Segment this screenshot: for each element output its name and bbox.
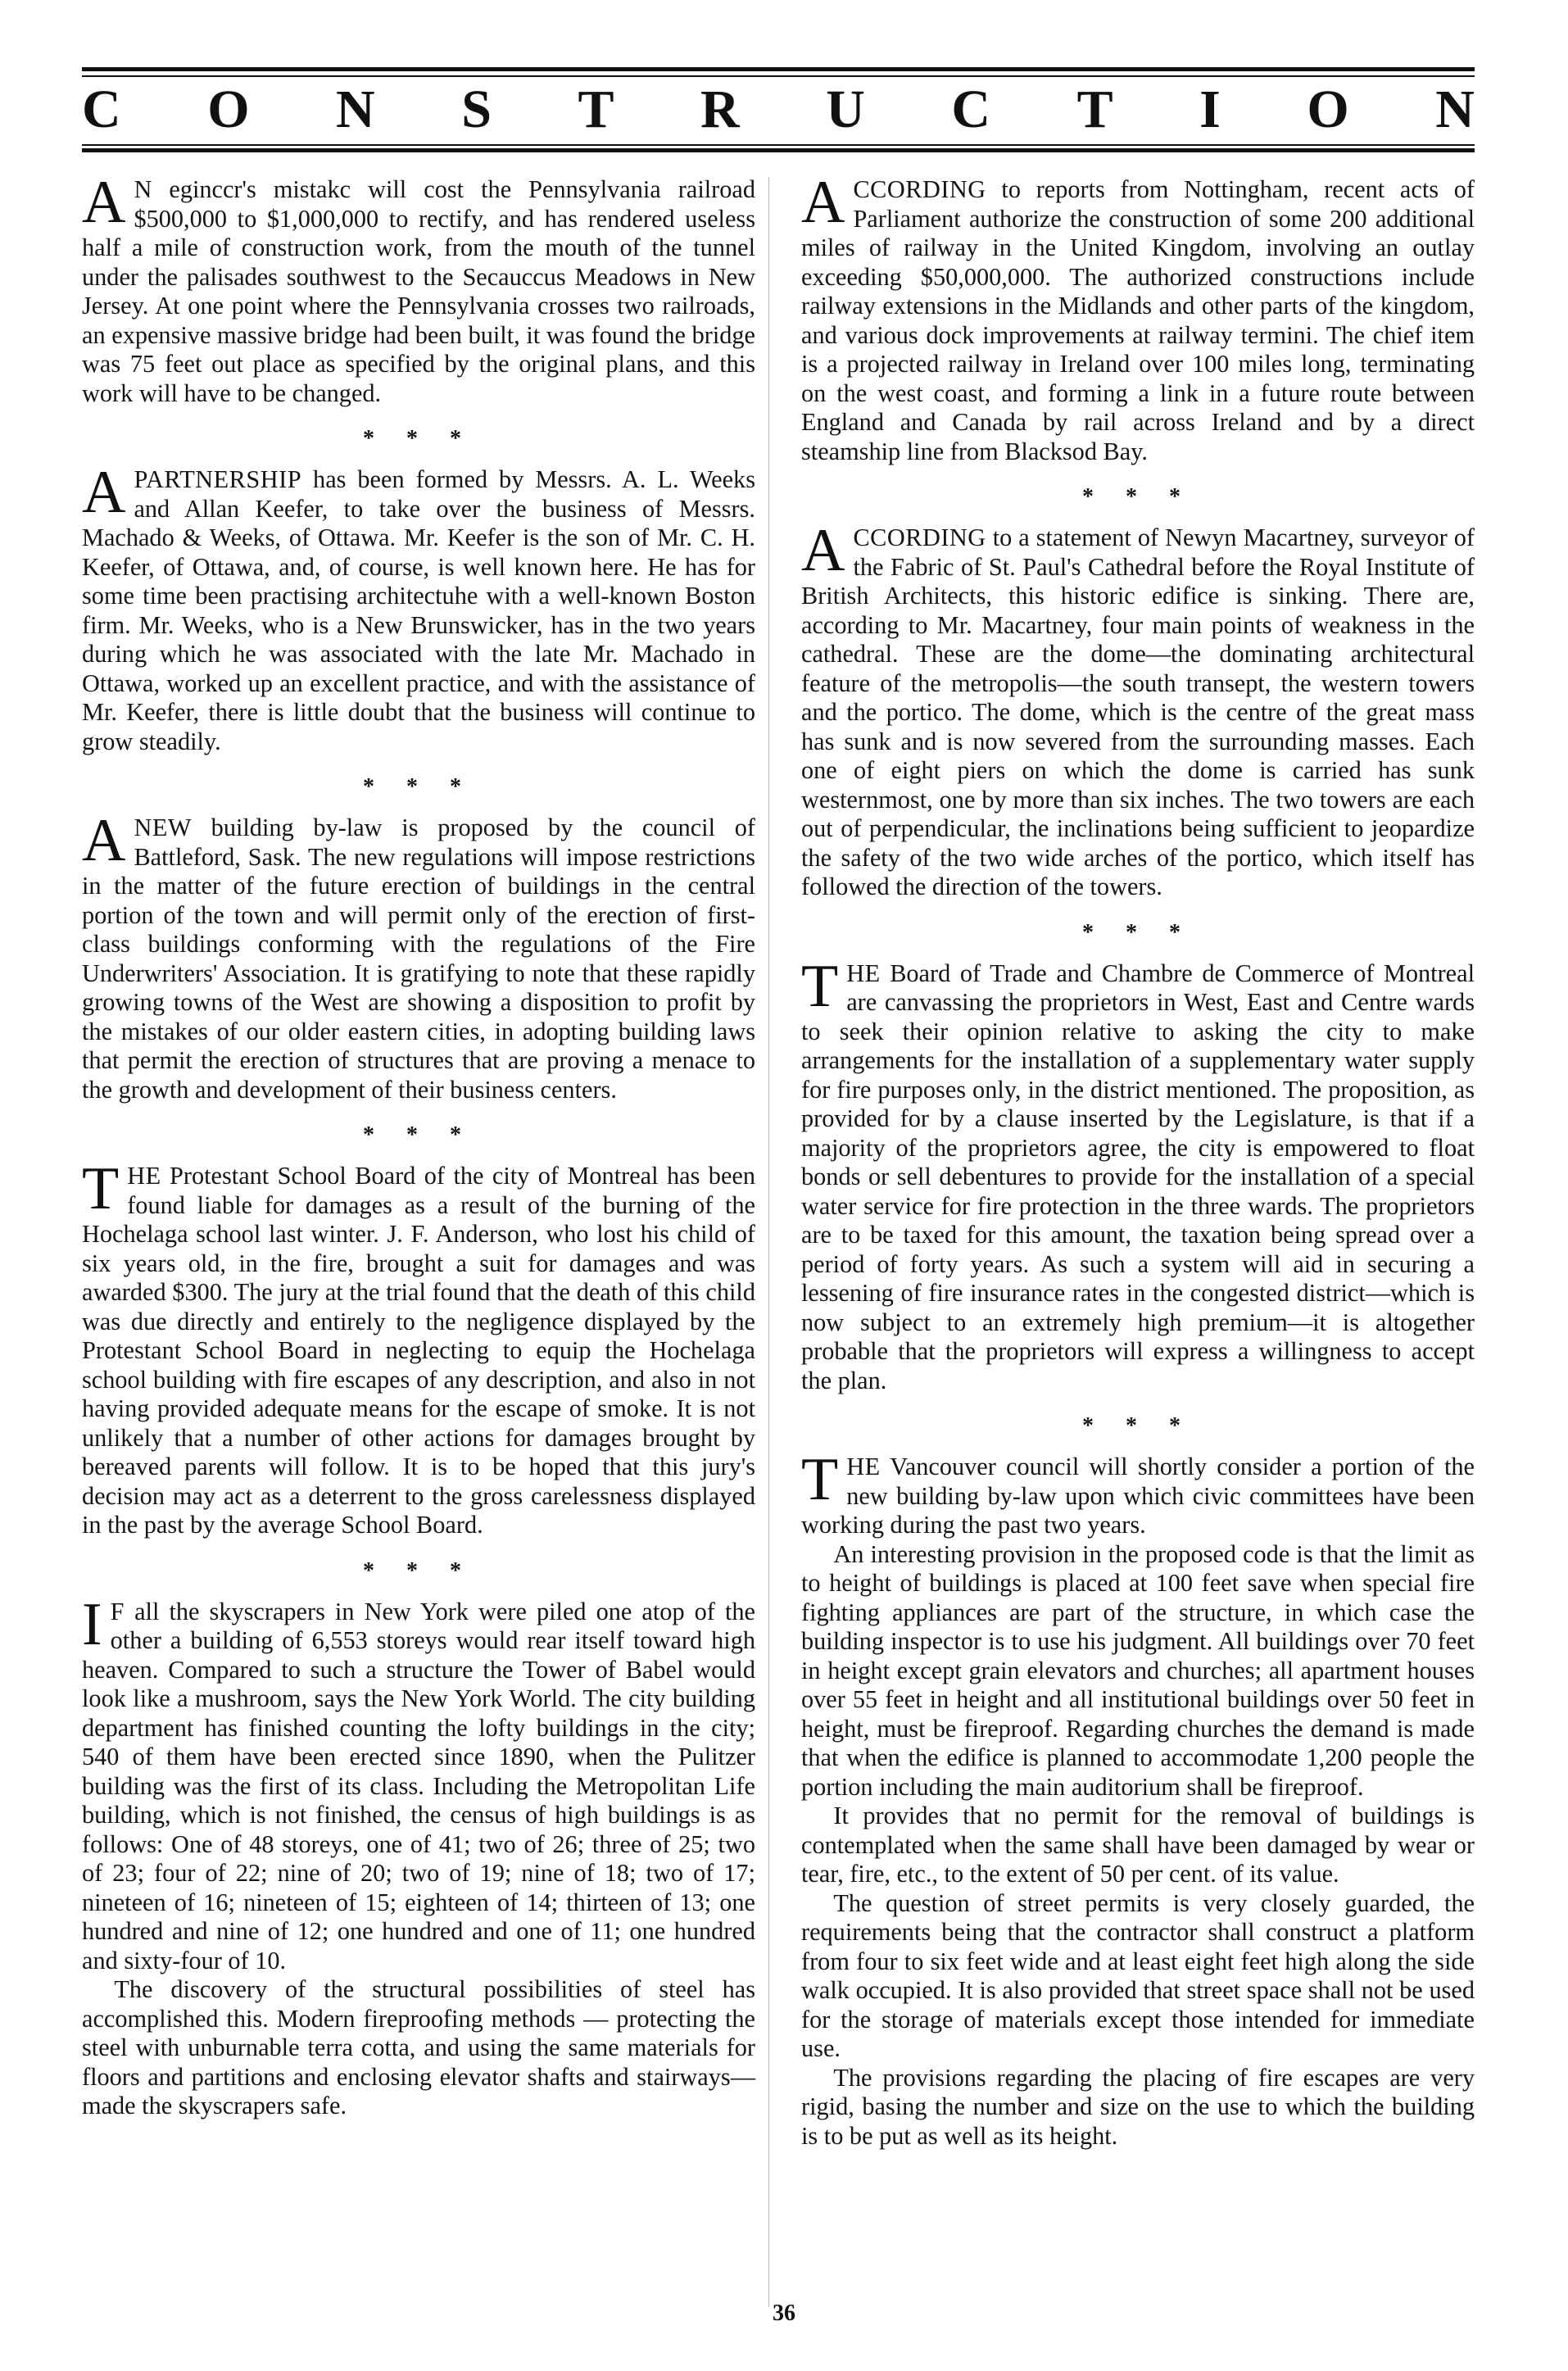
column-divider <box>768 177 769 2307</box>
drop-cap: A <box>801 517 845 584</box>
masthead-letter: C <box>951 79 991 139</box>
article <box>82 807 755 1104</box>
article <box>801 517 1475 902</box>
page-number: 36 <box>773 2301 795 2326</box>
paragraph-text: Protestant School Board of the city of Montreal has been found liable for damages as a result of the burning of the Hochelaga school last winter. J. F. Anderson, who lost his child of six years old, in the fire, brought a suit for damages and was awarded $300. The jury at the trial found that the death of this child was due directly and entirely to the negligence displayed by the Protestant School Board in neglecting to equip the Hochelaga school building with fire escapes of any description, and also in not having provided adequate means for the escape of smoke. It is not unlikely that a number of other actions for damages brought by bereaved parents will follow. It is to be hoped that this jury's decision may act as a deterrent to the gross carelessness displayed in the past by the average School Board. <box>82 1162 755 1539</box>
paragraph-text: to reports from Nottingham, recent acts of Parliament authorize the construction of some 200 additional miles of railway in the United Kingdom, involving an outlay exceeding $50,000,000. The authorized constructions include railway extensions in the Midlands and other parts of the kingdom, and various dock improvements at railway termini. The chief item is a projected railway in Ireland over 100 miles long, terminating on the west coast, and forming a link in a future route between England and Canada by rail across Ireland and by a direct steamship line from Blacksod Bay. <box>801 175 1475 465</box>
masthead-letter: U <box>826 79 865 139</box>
lead-word: CCORDING <box>853 524 986 551</box>
lead-word: NEW <box>134 814 192 841</box>
article-paragraph: It provides that no permit for the removal of buildings is contemplated when the same shall have been damaged by wear or tear, fire, etc., to the extent of 50 per cent. of its value. <box>801 1802 1475 1888</box>
masthead-letter: C <box>82 79 121 139</box>
article <box>82 1590 755 2121</box>
drop-cap: T <box>801 952 839 1020</box>
drop-cap: I <box>82 1590 102 1658</box>
lead-word: HE <box>846 959 881 987</box>
masthead-letter: R <box>700 79 740 139</box>
drop-cap: T <box>82 1155 120 1222</box>
paragraph-text: all the skyscrapers in New York were piled one atop of the other a building of 6,553 storeys would rear itself toward high heaven. Compared to such a structure the Tower of Babel would look like a mushroom, says the New York World. The city building department has finished counting the lofty buildings in the city; 540 of them have been erected since 1890, when the Pulitzer building was the first of its class. Including the Metropolitan Life building, which is not finished, the census of high buildings is as follows: One of 48 storeys, one of 41; two of 26; three of 25; two of 23; four of 22; nine of 20; two of 19; nine of 18; two of 17; nineteen of 16; nineteen of 15; eighteen of 14; thirteen of 13; one hundred and nine of 12; one hundred and one of 11; one hundred and sixty-four of 10. <box>82 1597 755 1974</box>
drop-cap: A <box>82 459 126 526</box>
article-separator: * * * <box>1082 919 1194 945</box>
article <box>82 459 755 756</box>
right-column <box>801 169 1475 2151</box>
lead-word: F <box>110 1597 125 1625</box>
masthead-rule-bottom-thin <box>82 144 1475 146</box>
masthead-letter: N <box>1435 79 1475 139</box>
article <box>82 169 755 408</box>
article-separator: * * * <box>363 1122 474 1148</box>
masthead-letter: N <box>336 79 375 139</box>
article <box>82 1155 755 1540</box>
drop-cap: T <box>801 1446 839 1513</box>
lead-word: PARTNERSHIP <box>134 465 302 493</box>
article-separator: * * * <box>363 1557 474 1584</box>
article-separator: * * * <box>1082 484 1194 510</box>
paragraph-text: has been formed by Messrs. A. L. Weeks and Allan Keefer, to take over the business of Messrs. Machado & Weeks, of Ottawa. Mr. Keefer is the son of Mr. C. H. Keefer, of Ottawa, and, of course, is well known here. He has for some time been practising architectuhe with a well-known Boston firm. Mr. Weeks, who is a New Brunswicker, has in the two years during which he was associated with the late Mr. Machado in Ottawa, worked up an excellent practice, and with the assistance of Mr. Keefer, there is little doubt that the business will continue to grow steadily. <box>82 465 755 755</box>
masthead-letter: T <box>578 79 614 139</box>
article-separator: * * * <box>1082 1413 1194 1439</box>
drop-cap: A <box>801 169 845 236</box>
drop-cap: A <box>82 807 126 874</box>
masthead-letter: T <box>1076 79 1113 139</box>
article-paragraph <box>801 1446 1475 1540</box>
masthead-letter: O <box>1307 79 1349 139</box>
article-paragraph: An interesting provision in the proposed code is that the limit as to height of buildings is placed at 100 feet save when special fire fighting appliances are part of the structure, in which case the building inspector is to use his judgment. All buildings over 70 feet in height except grain elevators and churches; all apartment houses over 55 feet in height and all institutional buildings over 50 feet in height, must be fireproof. Regarding churches the demand is made that when the edifice is planned to accommodate 1,200 people the portion including the main auditorium shall be fireproof. <box>801 1539 1475 1801</box>
article-paragraph: The provisions regarding the placing of fire escapes are very rigid, basing the number and size on the use to which the building is to be put as well as its height. <box>801 2063 1475 2150</box>
article-separator: * * * <box>363 426 474 451</box>
article-paragraph <box>801 169 1475 466</box>
lead-word: HE <box>127 1162 161 1190</box>
masthead-rule-top-thin <box>82 75 1475 77</box>
article <box>801 1446 1475 2151</box>
paragraph-text: to a statement of Newyn Macartney, surveyor of the Fabric of St. Paul's Cathedral before the Royal Institute of British Architects, this historic edifice is sinking. There are, according to Mr. Macartney, four main points of weakness in the cathedral. These are the dome—the dominating architectural feature of the metropolis—the south transept, the western towers and the portico. The dome, which is the centre of the great mass has sunk and is now severed from the surrounding masses. Each one of eight piers on which the dome is carried has sunk westernmost, one by more than six inches. The two towers are each out of perpendicular, the inclinations being sufficient to jeopardize the safety of the two wide arches of the portico, which itself has followed the direction of the towers. <box>801 524 1475 900</box>
masthead-letter: I <box>1199 79 1221 139</box>
article-paragraph <box>82 1590 755 1976</box>
masthead-rule-bottom <box>82 148 1475 152</box>
masthead-letter: S <box>461 79 492 139</box>
article-paragraph <box>82 1155 755 1540</box>
paragraph-text: Board of Trade and Chambre de Commerce of Montreal are canvassing the proprietors in West, East and Centre wards to seek their opinion relative to asking the city to make arrangements for the installation of a supplementary water supply for fire purposes only, in the district mentioned. The proposition, as provided for by a clause inserted by the Legislature, is that if a majority of the proprietors agree, the city is empowered to float bonds or sell debentures to provide for the installation of a special water service for fire protection in the three wards. The proprietors are to be taxed for this amount, the taxation being spread over a period of forty years. As such a system will aid in securing a lessening of fire insurance rates in the congested district—which is now subject to an extremely high premium—it is altogether probable that the proprietors will express a willingness to accept the plan. <box>801 959 1475 1394</box>
paragraph-text: N eginccr's mistakc will cost the Pennsylvania railroad $500,000 to $1,000,000 to rectify, and has rendered useless half a mile of construction work, from the mouth of the tunnel under the palisades southwest to the Secauccus Meadows in New Jersey. At one point where the Pennsylvania crosses two railroads, an expensive massive bridge had been built, it was found the bridge was 75 feet out place as specified by the original plans, and this work will have to be changed. <box>82 175 755 407</box>
paragraph-text: building by-law is proposed by the council of Battleford, Sask. The new regulations will impose restrictions in the matter of the future erection of buildings in the central portion of the town and will permit only of the erection of first-class buildings conforming with the regulations of the Fire Underwriters' Association. It is gratifying to note that these rapidly growing towns of the West are showing a disposition to profit by the mistakes of our older eastern cities, in adopting building laws that permit the erection of structures that are proving a menace to the growth and development of their business centers. <box>82 814 755 1104</box>
left-column <box>82 169 755 2121</box>
article-paragraph: The question of street permits is very closely guarded, the requirements being that the contractor shall construct a platform from four to six feet wide and at least eight feet high along the side walk occupied. It is also provided that street space shall not be used for the storage of materials except those intended for immediate use. <box>801 1888 1475 2062</box>
masthead-rule-top <box>82 67 1475 71</box>
article-paragraph <box>82 169 755 408</box>
article-paragraph <box>82 807 755 1104</box>
masthead-letter: O <box>207 79 250 139</box>
article-paragraph <box>82 459 755 756</box>
article <box>801 169 1475 466</box>
drop-cap: A <box>82 169 126 236</box>
article-paragraph <box>801 952 1475 1396</box>
masthead <box>82 67 1475 152</box>
lead-word: HE <box>846 1453 881 1480</box>
paragraph-text: Vancouver council will shortly consider a portion of the new building by-law upon which civic committees have been working during the past two years. <box>801 1453 1475 1539</box>
article <box>801 952 1475 1396</box>
lead-word: CCORDING <box>853 175 986 203</box>
article-paragraph <box>801 517 1475 902</box>
masthead-title <box>82 80 1475 139</box>
article-separator: * * * <box>363 774 474 800</box>
article-paragraph: The discovery of the structural possibilities of steel has accomplished this. Modern fireproofing methods — protecting the steel with unburnable terra cotta, and using the same materials for floors and partitions and enclosing elevator shafts and stairways—made the skyscrapers safe. <box>82 1975 755 2119</box>
